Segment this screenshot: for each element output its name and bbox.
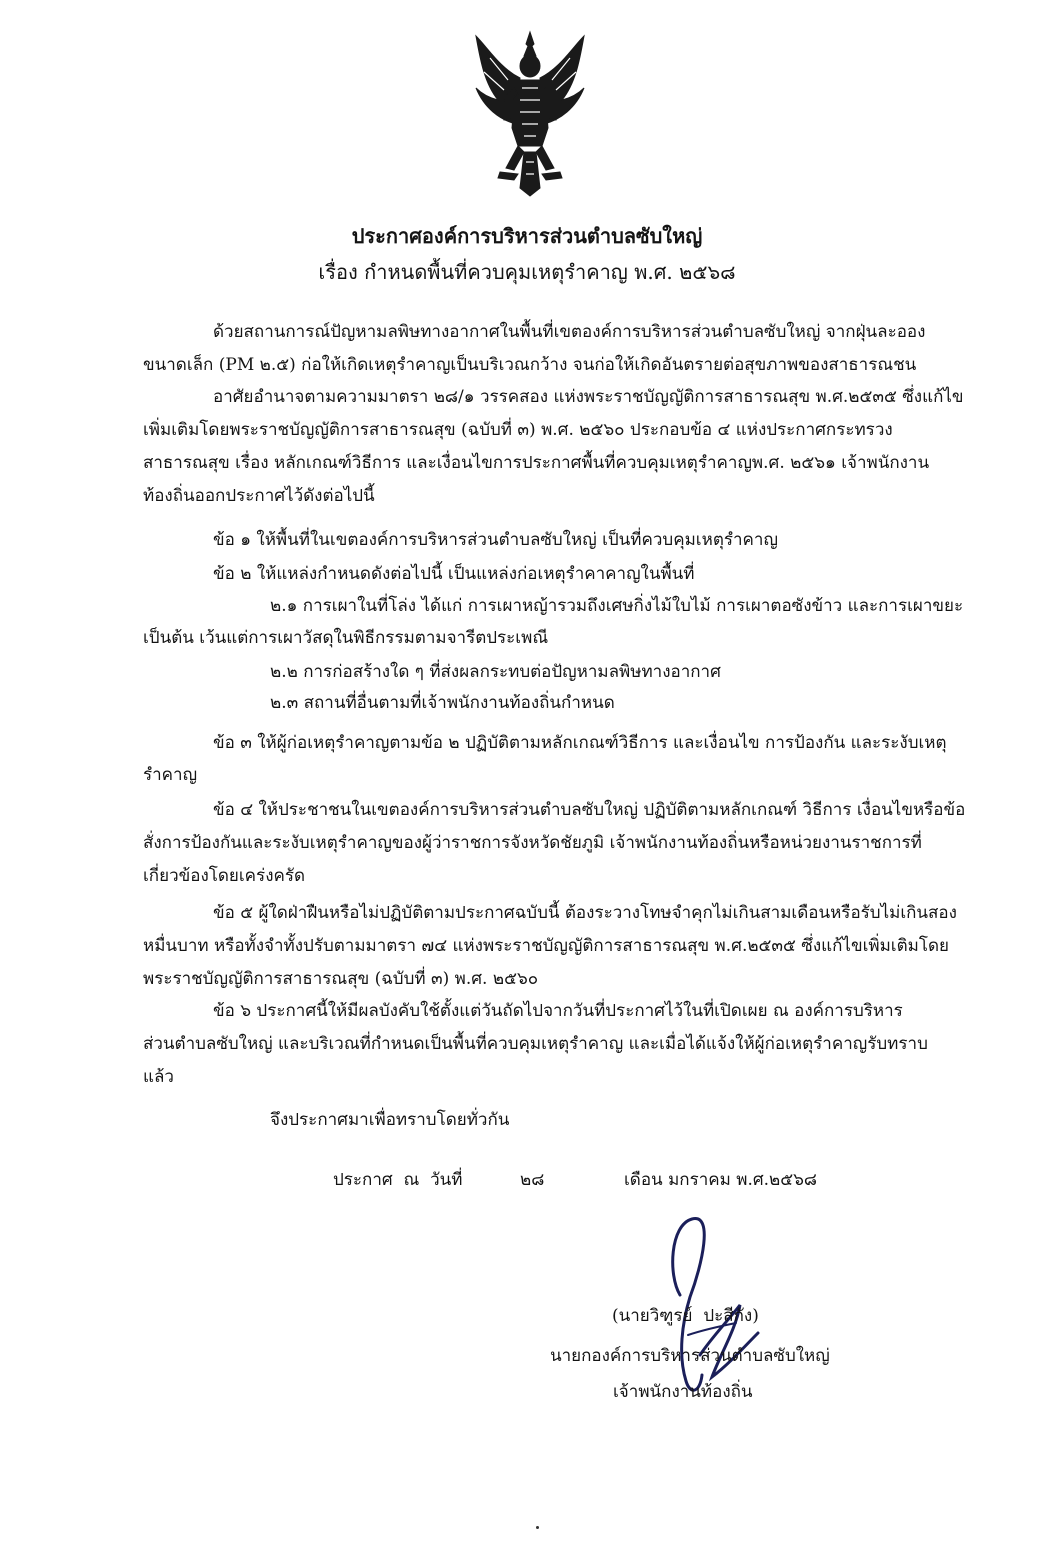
signatory-name: (นายวิฑูรย์ ปะสีกัง)	[612, 1306, 759, 1326]
body-line: ท้องถิ่นออกประกาศไว้ดังต่อไปนี้	[143, 486, 375, 506]
body-line: รำคาญ	[143, 765, 198, 785]
document-title: ประกาศองค์การบริหารส่วนตำบลซับใหญ่	[351, 224, 703, 248]
clause-2-2: ๒.๒ การก่อสร้างใด ๆ ที่ส่งผลกระทบต่อปัญหามลพิษทางอากาศ	[270, 662, 721, 682]
document-subject: เรื่อง กำหนดพื้นที่ควบคุมเหตุรำคาญ พ.ศ. ๒๕๖๘	[318, 260, 736, 284]
clause-2-3: ๒.๓ สถานที่อื่นตามที่เจ้าพนักงานท้องถิ่นกำหนด	[270, 693, 615, 713]
clause-2: ข้อ ๒ ให้แหล่งกำหนดดังต่อไปนี้ เป็นแหล่งก่อเหตุรำคาคาญในพื้นที่	[213, 564, 695, 584]
date-prefix: ประกาศ ณ วันที่	[333, 1170, 463, 1190]
body-line: สั่งการป้องกันและระงับเหตุรำคาญของผู้ว่าราชการจังหวัดชัยภูมิ เจ้าพนักงานท้องถิ่นหรือหน่วยงานราชการที่	[143, 833, 922, 853]
clause-4: ข้อ ๔ ให้ประชาชนในเขตองค์การบริหารส่วนตำบลซับใหญ่ ปฏิบัติตามหลักเกณฑ์ วิธีการ เงื่อนไขหรือข้อ	[213, 800, 966, 820]
body-line: อาศัยอำนาจตามความมาตรา ๒๘/๑ วรรคสอง แห่งพระราชบัญญัติการสาธารณสุข พ.ศ.๒๕๓๕ ซึ่งแก้ไข	[213, 387, 964, 407]
body-line: เกี่ยวข้องโดยเคร่งครัด	[143, 866, 306, 886]
garuda-emblem-icon	[470, 28, 590, 198]
clause-3: ข้อ ๓ ให้ผู้ก่อเหตุรำคาญตามข้อ ๒ ปฏิบัติตามหลักเกณฑ์วิธีการ และเงื่อนไข การป้องกัน และระงับเหตุ	[213, 733, 947, 753]
stray-mark	[536, 1526, 539, 1529]
body-line: พระราชบัญญัติการสาธารณสุข (ฉบับที่ ๓) พ.ศ. ๒๕๖๐	[143, 969, 539, 989]
body-line: สาธารณสุข เรื่อง หลักเกณฑ์วิธีการ และเงื่อนไขการประกาศพื้นที่ควบคุมเหตุรำคาญพ.ศ. ๒๕๖๑ เจ้าพนักงาน	[143, 453, 930, 473]
clause-5: ข้อ ๕ ผู้ใดฝ่าฝืนหรือไม่ปฏิบัติตามประกาศฉบับนี้ ต้องระวางโทษจำคุกไม่เกินสามเดือนหรือรับไม่เกินสอง	[213, 903, 957, 923]
date-day: ๒๘	[520, 1170, 545, 1190]
clause-6: ข้อ ๖ ประกาศนี้ให้มีผลบังคับใช้ตั้งแต่วันถัดไปจากวันที่ประกาศไว้ในที่เปิดเผย ณ องค์การบริหาร	[213, 1001, 903, 1021]
body-line: เป็นต้น เว้นแต่การเผาวัสดุในพิธีกรรมตามจารีตประเพณี	[143, 628, 549, 648]
body-line: หมื่นบาท หรือทั้งจำทั้งปรับตามมาตรา ๗๔ แห่งพระราชบัญญัติการสาธารณสุข พ.ศ.๒๕๓๕ ซึ่งแก้ไขเพิ่มเติมโดย	[143, 936, 949, 956]
clause-1: ข้อ ๑ ให้พื้นที่ในเขตองค์การบริหารส่วนตำบลซับใหญ่ เป็นที่ควบคุมเหตุรำคาญ	[213, 530, 778, 550]
body-line: ขนาดเล็ก (PM ๒.๕) ก่อให้เกิดเหตุรำคาญเป็นบริเวณกว้าง จนก่อให้เกิดอันตรายต่อสุขภาพของสาธารณชน	[143, 355, 917, 375]
body-line: ด้วยสถานการณ์ปัญหามลพิษทางอากาศในพื้นที่เขตองค์การบริหารส่วนตำบลซับใหญ่ จากฝุ่นละออง	[213, 322, 926, 342]
date-month-year: เดือน มกราคม พ.ศ.๒๕๖๘	[624, 1170, 818, 1190]
signatory-position: นายกองค์การบริหารส่วนตำบลซับใหญ่	[550, 1346, 830, 1366]
body-line: แล้ว	[143, 1067, 174, 1087]
closing-statement: จึงประกาศมาเพื่อทราบโดยทั่วกัน	[270, 1110, 510, 1130]
clause-2-1: ๒.๑ การเผาในที่โล่ง ได้แก่ การเผาหญ้ารวมถึงเศษกิ่งไม้ใบไม้ การเผาตอซังข้าว และการเผาขยะ	[270, 596, 964, 616]
body-line: ส่วนตำบลซับใหญ่ และบริเวณที่กำหนดเป็นพื้นที่ควบคุมเหตุรำคาญ และเมื่อได้แจ้งให้ผู้ก่อเหตุรำคาญรับทราบ	[143, 1034, 928, 1054]
signatory-role: เจ้าพนักงานท้องถิ่น	[613, 1382, 753, 1402]
body-line: เพิ่มเติมโดยพระราชบัญญัติการสาธารณสุข (ฉบับที่ ๓) พ.ศ. ๒๕๖๐ ประกอบข้อ ๔ แห่งประกาศกระทรวง	[143, 420, 893, 440]
